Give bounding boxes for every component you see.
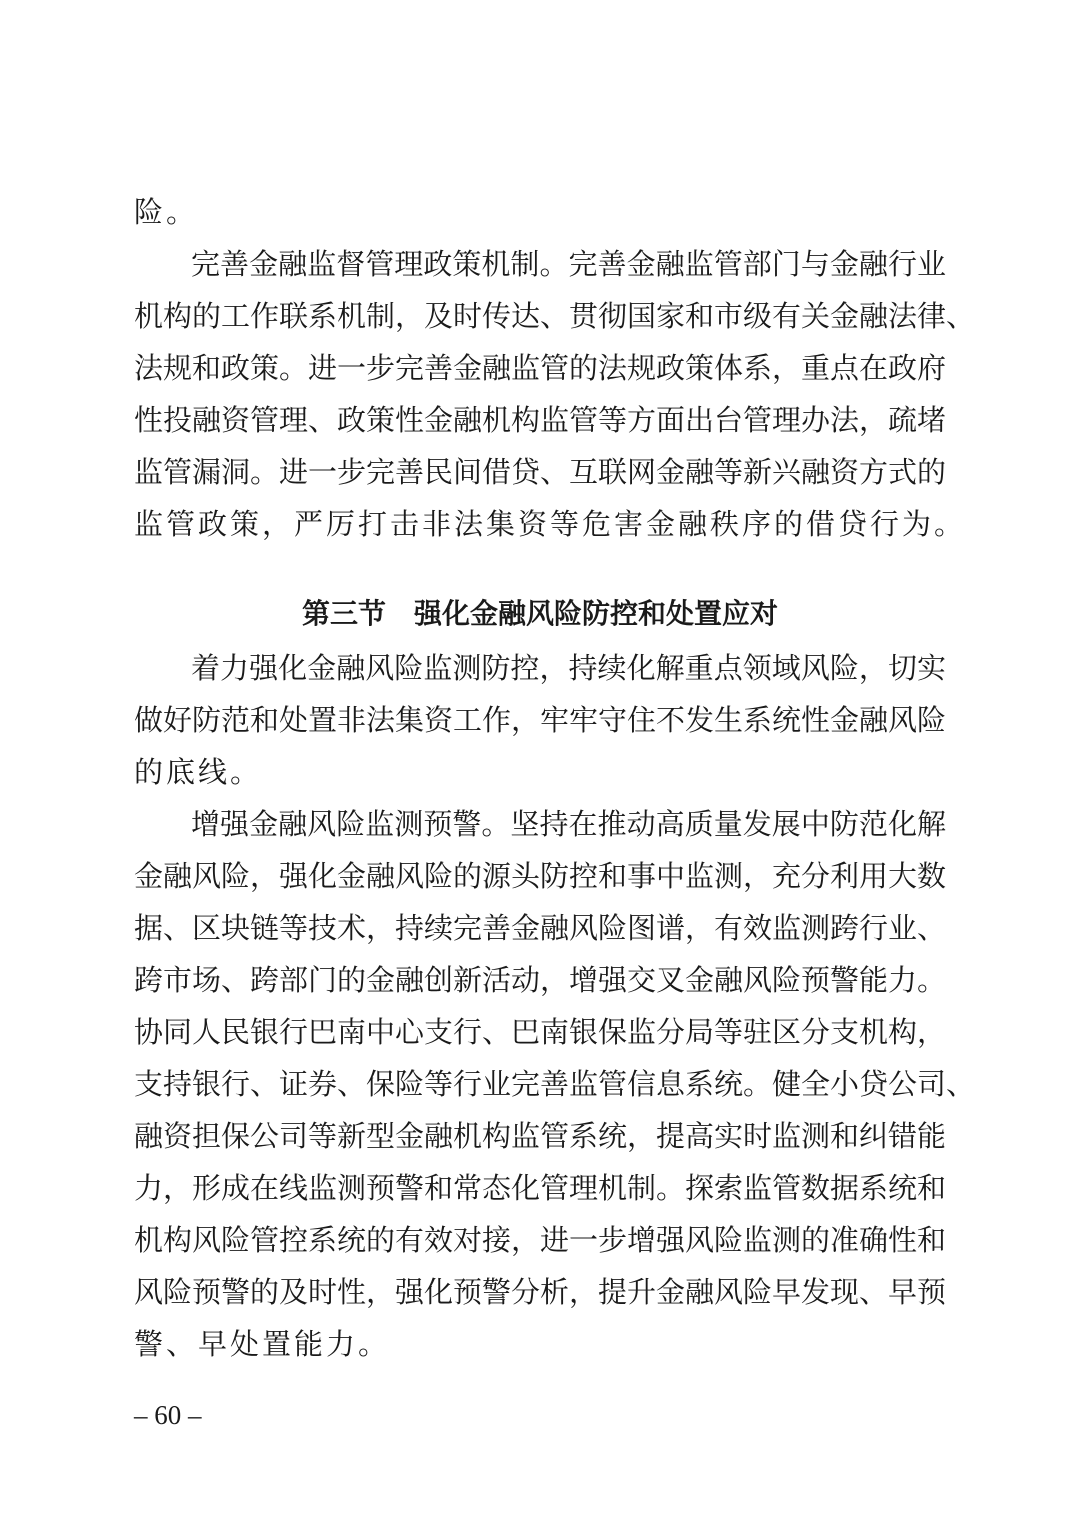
paragraph-line: 跨市场、跨部门的金融创新活动，增强交叉金融风险预警能力。 xyxy=(134,963,947,997)
paragraph-line: 支持银行、证券、保险等行业完善监管信息系统。健全小贷公司、 xyxy=(134,1067,976,1101)
paragraph-line: 险。 xyxy=(134,195,199,229)
paragraph-line: 完善金融监督管理政策机制。完善金融监管部门与金融行业 xyxy=(191,247,946,281)
paragraph-line: 性投融资管理、政策性金融机构监管等方面出台管理办法，疏堵 xyxy=(134,403,947,437)
paragraph-line: 着力强化金融风险监测防控，持续化解重点领域风险，切实 xyxy=(191,651,946,685)
paragraph-line: 法规和政策。进一步完善金融监管的法规政策体系，重点在政府 xyxy=(134,351,947,385)
paragraph-line: 增强金融风险监测预警。坚持在推动高质量发展中防范化解 xyxy=(191,807,946,841)
paragraph-line: 金融风险，强化金融风险的源头防控和事中监测，充分利用大数 xyxy=(134,859,947,893)
section-heading: 第三节 强化金融风险防控和处置应对 xyxy=(301,597,778,630)
paragraph-line: 做好防范和处置非法集资工作，牢牢守住不发生系统性金融风险 xyxy=(134,703,947,737)
paragraph-line: 据、区块链等技术，持续完善金融风险图谱，有效监测跨行业、 xyxy=(134,911,947,945)
paragraph-line: 机构的工作联系机制，及时传达、贯彻国家和市级有关金融法律、 xyxy=(134,299,976,333)
paragraph-line: 监管政策，严厉打击非法集资等危害金融秩序的借贷行为。 xyxy=(134,507,967,541)
paragraph-line: 监管漏洞。进一步完善民间借贷、互联网金融等新兴融资方式的 xyxy=(134,455,947,489)
paragraph-line: 警、早处置能力。 xyxy=(134,1327,391,1361)
paragraph-line: 融资担保公司等新型金融机构监管系统，提高实时监测和纠错能 xyxy=(134,1119,947,1153)
page-number: – 60 – xyxy=(134,1400,202,1430)
paragraph-line: 风险预警的及时性，强化预警分析，提升金融风险早发现、早预 xyxy=(134,1275,947,1309)
paragraph-line: 力，形成在线监测预警和常态化管理机制。探索监管数据系统和 xyxy=(134,1171,947,1205)
paragraph-line: 协同人民银行巴南中心支行、巴南银保监分局等驻区分支机构， xyxy=(134,1015,947,1049)
paragraph-line: 的底线。 xyxy=(134,755,263,789)
paragraph-line: 机构风险管控系统的有效对接，进一步增强风险监测的准确性和 xyxy=(134,1223,947,1257)
